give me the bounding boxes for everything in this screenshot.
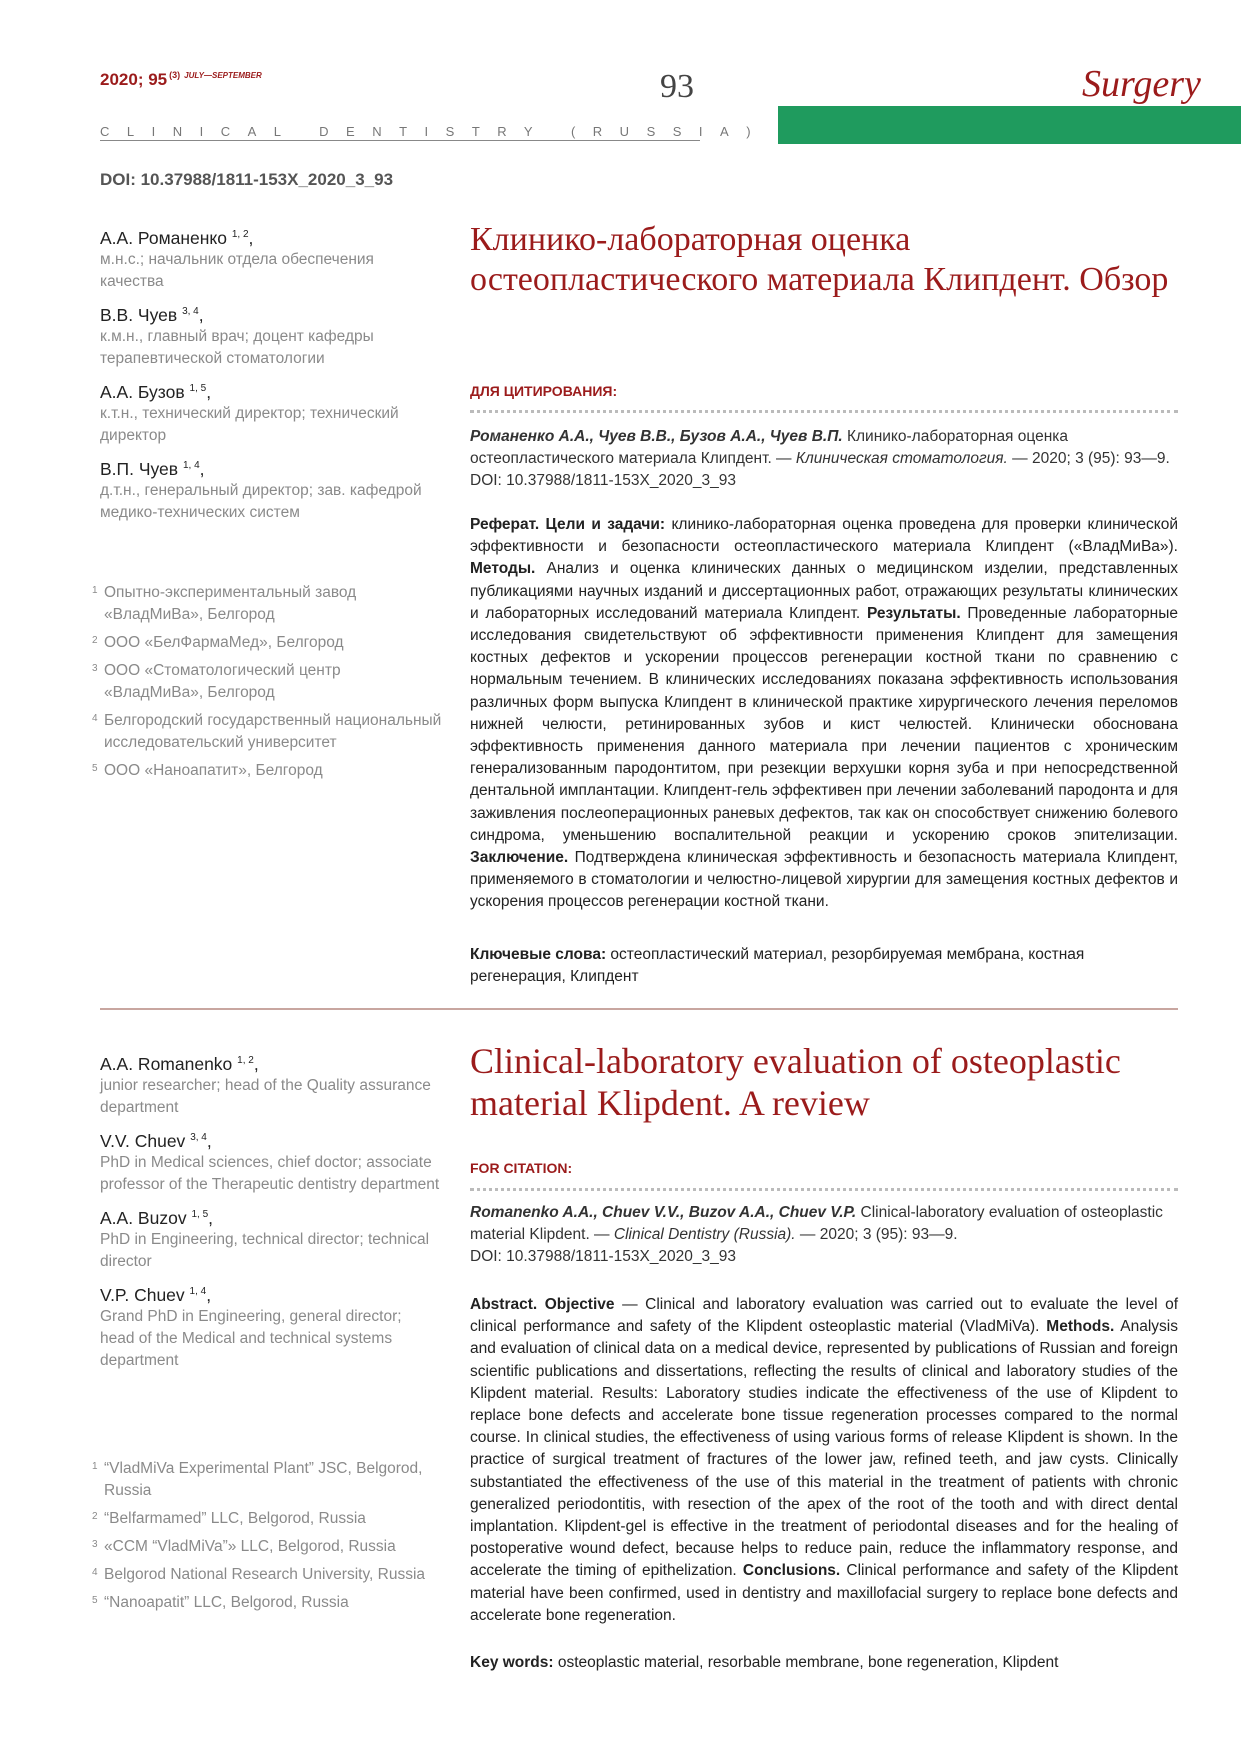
affiliation: 1 Опытно-экспериментальный завод «ВладМиВа», Белгород [92, 584, 357, 623]
author-sup: 1, 5 [191, 1209, 209, 1221]
section-divider [100, 1008, 1178, 1010]
citation-details: — 2020; 3 (95): 93—9. [795, 1226, 958, 1243]
affiliation: 4 Belgorod National Research University, Russia [92, 1566, 426, 1583]
author-sup: 1, 2 [237, 1055, 254, 1067]
keywords-label: Ключевые слова: [470, 946, 607, 963]
en-citation-label: FOR CITATION: [470, 1160, 573, 1176]
en-author: A.A. Romanenko $^{1, 2}$, junior researcher; head of the Quality assurance department [100, 1054, 440, 1119]
author-sup: 1, 2 [231, 229, 249, 241]
author-desc: Grand PhD in Engineering, general director; head of the Medical and technical systems department [100, 1308, 402, 1369]
section-bar [778, 106, 1241, 144]
author-desc: junior researcher; head of the Quality assurance department [100, 1077, 431, 1116]
en-author: V.P. Chuev $^{1, 4}$, Grand PhD in Engineering, general director; head of the Medical and technical systems department [100, 1285, 440, 1372]
keywords-label: Key words: [470, 1654, 554, 1671]
ru-affiliations [92, 582, 442, 788]
affiliation: 1 “VladMiVa Experimental Plant” JSC, Belgorod, Russia [92, 1460, 423, 1499]
en-citation [470, 1202, 1178, 1268]
affiliation: 5 “Nanoapatit” LLC, Belgorod, Russia [92, 1594, 349, 1611]
author-name: V.P. Chuev [100, 1285, 185, 1305]
author-name: В.В. Чуев [100, 305, 178, 325]
author-name: В.П. Чуев [100, 459, 179, 479]
author-sup: 1, 4 [182, 460, 200, 472]
en-authors [100, 1054, 440, 1384]
en-keywords [470, 1652, 1178, 1674]
en-dotted-divider [470, 1188, 1178, 1191]
ru-author: А.А. Бузов $^{1, 5}$, к.т.н., технический директор; технический директор [100, 382, 440, 447]
affiliation: 3 «CCM “VladMiVa”» LLC, Belgorod, Russia [92, 1538, 396, 1555]
issue-info [100, 70, 262, 90]
issue-period: JULY—SEPTEMBER [184, 71, 262, 81]
author-desc: PhD in Medical sciences, chief doctor; associate professor of the Therapeutic dentistry department [100, 1154, 440, 1193]
author-desc: д.т.н., генеральный директор; зав. кафедрой медико-технических систем [100, 482, 422, 521]
en-abstract: Abstract. Objective — Clinical and laboratory evaluation was carried out to evaluate the level of clinical performance and safety of the Klipdent osteoplastic material (VladMiVa). Methods. Analysis and evaluation of clinical data on a medical device, represented by publications of Russian and foreign scientific publications and dissertations, reflecting the results of clinical and laboratory studies of the Klipdent material. Results: Laboratory studies indicate the effectiveness of the use of Klipdent to replace bone defects and accelerate bone tissue regeneration processes compared to the normal course. In clinical studies, the effectiveness of using various forms of release Klipdent is shown. In the practice of surgical treatment of fractures of the lower jaw, refined teeth, and jaw cysts. Clinically substantiated the effectiveness of the use of this material in the treatment of patients with chronic generalized periodontitis, with resection of the apex of the root of the tooth and with direct dental implantation. Klipdent-gel is effective in the treatment of periodontal diseases and for the healing of postoperative wound defect, because helps to reduce pain, reduce the inflammatory response, and accelerate the timing of epithelization. Conclusions. Clinical performance and safety of the Klipdent material have been confirmed, used in dentistry and maxillofacial surgery to replace bone defects and accelerate bone regeneration. [470, 1296, 1179, 1624]
doi: DOI: 10.37988/1811-153X_2020_3_93 [100, 170, 394, 189]
keywords-text: osteoplastic material, resorbable membrane, bone regeneration, Klipdent [553, 1654, 1059, 1671]
author-desc: к.м.н., главный врач; доцент кафедры терапевтической стоматологии [100, 328, 374, 367]
affiliation: 5 ООО «Наноапатит», Белгород [92, 762, 323, 779]
citation-title: Clinical-laboratory evaluation of osteoplastic material Klipdent. — [470, 1204, 1163, 1243]
en-author: A.A. Buzov $^{1, 5}$, PhD in Engineering, technical director; technical director [100, 1208, 440, 1273]
citation-authors: Романенко А.А., Чуев В.В., Бузов А.А., Чуев В.П. [470, 428, 843, 445]
citation-authors: Romanenko A.A., Chuev V.V., Buzov A.A., Chuev V.P. [470, 1204, 857, 1221]
page-number: 93 [660, 68, 694, 105]
en-affiliations [92, 1458, 442, 1620]
issue-year-volume: 2020; 95 [100, 70, 168, 89]
author-sup: 1, 4 [189, 1286, 207, 1298]
ru-dotted-divider [470, 410, 1178, 413]
author-desc: PhD in Engineering, technical director; technical director [100, 1231, 430, 1270]
ru-author: А.А. Романенко $^{1, 2}$, м.н.с.; начальник отдела обеспечения качества [100, 228, 440, 293]
ru-authors [100, 228, 440, 536]
section-label: Surgery [1082, 63, 1201, 105]
citation-journal: Clinical Dentistry (Russia). [613, 1226, 796, 1243]
ru-keywords [470, 944, 1178, 988]
ru-citation-label: ДЛЯ ЦИТИРОВАНИЯ: [470, 383, 618, 399]
header-divider [100, 140, 700, 141]
affiliation: 2 “Belfarmamed” LLC, Belgorod, Russia [92, 1510, 366, 1527]
issue-number: (3) [169, 70, 181, 81]
journal-name: CLINICAL DENTISTRY (RUSSIA) [100, 124, 769, 139]
author-sup: 3, 4 [182, 306, 199, 318]
en-author: V.V. Chuev $^{3, 4}$, PhD in Medical sciences, chief doctor; associate professor of the Therapeutic dentistry department [100, 1131, 440, 1196]
ru-citation [470, 426, 1178, 492]
affiliation: 3 ООО «Стоматологический центр «ВладМиВа», Белгород [92, 662, 341, 701]
ru-author: В.В. Чуев $^{3, 4}$, к.м.н., главный врач; доцент кафедры терапевтической стоматологии [100, 305, 440, 370]
author-name: А.А. Бузов [100, 382, 185, 402]
ru-author: В.П. Чуев $^{1, 4}$, д.т.н., генеральный директор; зав. кафедрой медико-технических систем [100, 459, 440, 524]
citation-doi: DOI: 10.37988/1811-153X_2020_3_93 [470, 472, 737, 489]
en-article-title: Clinical-laboratory evaluation of osteoplastic material Klipdent. A review [470, 1041, 1121, 1123]
author-name: V.V. Chuev [100, 1131, 186, 1151]
citation-details: — 2020; 3 (95): 93—9. [1007, 450, 1170, 467]
author-name: A.A. Romanenko [100, 1054, 233, 1074]
citation-journal: Клиническая стоматология. [795, 450, 1008, 467]
citation-title: Клинико-лабораторная оценка остеопластического материала Клипдент. — [470, 428, 1069, 467]
author-desc: м.н.с.; начальник отдела обеспечения качества [100, 251, 374, 290]
author-desc: к.т.н., технический директор; технический директор [100, 405, 399, 444]
citation-doi: DOI: 10.37988/1811-153X_2020_3_93 [470, 1248, 737, 1265]
author-name: A.A. Buzov [100, 1208, 187, 1228]
keywords-text: остеопластический материал, резорбируемая мембрана, костная регенерация, Клипдент [470, 946, 1085, 985]
author-sup: 1, 5 [189, 383, 207, 395]
author-sup: 3, 4 [190, 1132, 207, 1144]
ru-abstract: Реферат. Цели и задачи: клинико-лабораторная оценка проведена для проверки клинической эффективности и безопасности остеопластического материала Клипдент («ВладМиВа»). Методы. Анализ и оценка клинических данных о медицинском изделии, представленных публикациями научных изданий и диссертационных работ, отражающих результаты клинических и лабораторных исследований материала Клипдент. Результаты. Проведенные лабораторные исследования свидетельствуют об эффективности применения Клипдент для замещения костных дефектов и ускорении процессов регенерации костной ткани по сравнению с нормальным течением. В клинических исследованиях показана эффективность использования различных форм выпуска Клипдент в клинической практике хирургического лечения переломов нижней челюсти, ретинированных зубов и кист челюстей. Клинически обоснована эффективность применения данного материала при лечении пациентов с хроническим генерализованным пародонтитом, при резекции верхушки корня зуба и при непосредственной дентальной имплантации. Клипдент-гель эффективен при лечении заболеваний пародонта и для заживления послеоперационных раневых дефектов, так как он способствует снижению болевого синдрома, уменьшению воспалительной реакции и ускорению сроков эпителизации. Заключение. Подтверждена клиническая эффективность и безопасность материала Клипдент, применяемого в стоматологии и челюстно-лицевой хирургии для замещения костных дефектов и ускорения процессов регенерации костной ткани. [470, 516, 1179, 911]
author-name: А.А. Романенко [100, 228, 227, 248]
affiliation: 4 Белгородский государственный национальный исследовательский университет [92, 712, 442, 751]
ru-article-title: Клинико-лабораторная оценка остеопластического материала Клипдент. Обзор [470, 221, 1169, 298]
affiliation: 2 ООО «БелФармаМед», Белгород [92, 634, 344, 651]
